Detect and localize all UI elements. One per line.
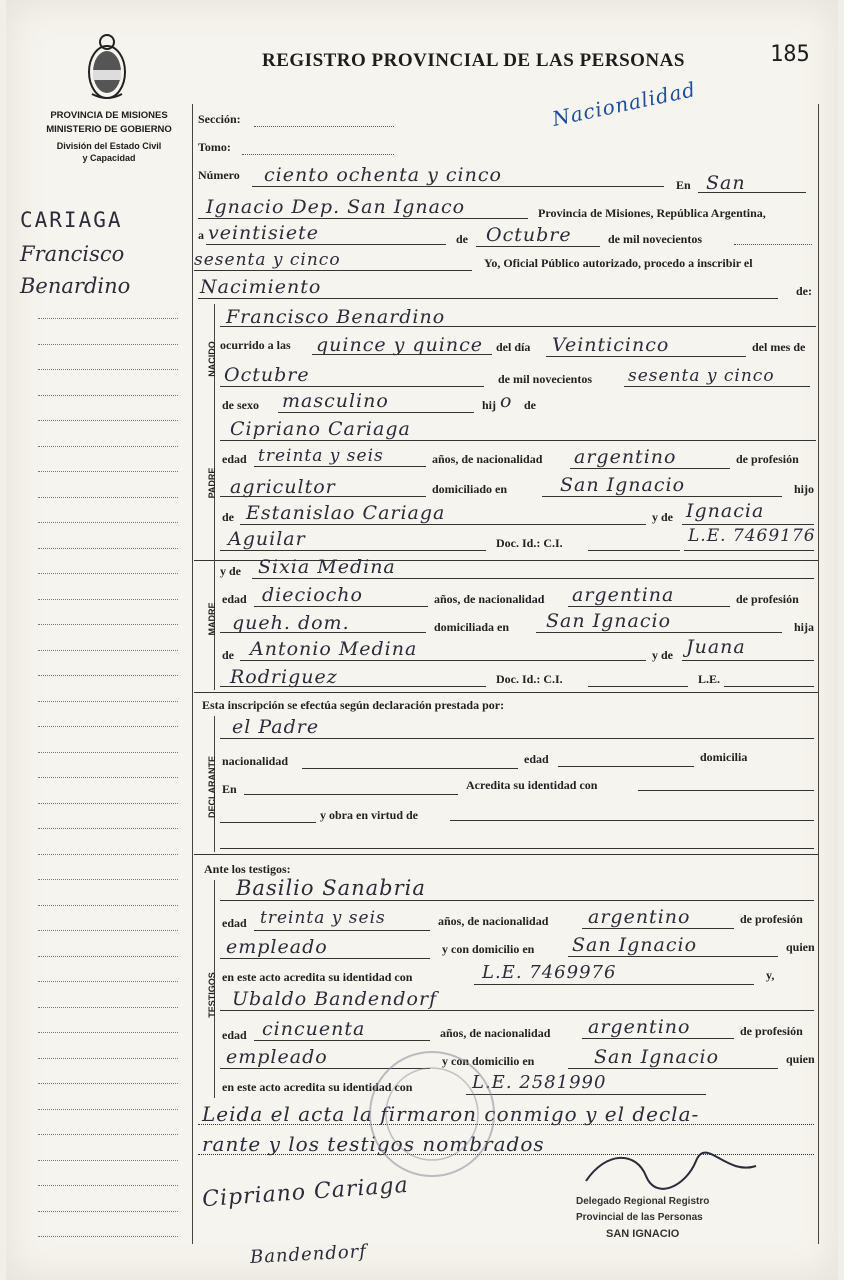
margin-name-1: Francisco	[20, 242, 125, 266]
sexo-label: de sexo	[222, 398, 259, 412]
padre-yde-label: y de	[652, 510, 673, 524]
decl-obra-label: y obra en virtud de	[320, 808, 419, 822]
sexo-line	[278, 412, 474, 413]
padre-nombre-line	[220, 440, 816, 441]
del-dia-label: del día	[496, 340, 531, 354]
madre-nac-line	[568, 606, 730, 607]
margin-ruled-line	[38, 471, 178, 472]
lugar-value: Ignacio Dep. San Ignaco	[206, 196, 466, 218]
t2-prof-label: de profesión	[740, 1024, 803, 1038]
madre-madre-line	[682, 660, 814, 661]
padre-padre-value: Estanislao Cariaga	[246, 502, 446, 524]
padre-label: PADRE	[207, 467, 217, 499]
t2-edad-line	[254, 1040, 430, 1041]
stamp-line-3: SAN IGNACIO	[606, 1228, 680, 1240]
de-label: de	[456, 232, 468, 246]
mes-nac-value: Octubre	[224, 364, 310, 386]
tomo-label: Tomo:	[198, 140, 231, 154]
ante-label: Ante los testigos:	[204, 862, 291, 876]
madre-dom-label: domiciliada en	[434, 620, 510, 634]
testigo1-line	[220, 900, 814, 901]
t2-edad-value: cincuenta	[262, 1018, 366, 1040]
t2-doc-value: L.E. 2581990	[472, 1072, 607, 1093]
margin-ruled-line	[38, 1109, 178, 1110]
decl-en-line	[244, 794, 458, 795]
madre-prof-label: de profesión	[736, 592, 799, 606]
official-signature-icon	[566, 1146, 766, 1196]
form-left-border	[192, 104, 193, 1244]
page-title: REGISTRO PROVINCIAL DE LAS PERSONAS	[262, 50, 685, 71]
margin-ruled-line	[38, 905, 178, 906]
t2-nac-label: años, de nacionalidad	[440, 1026, 551, 1040]
madre-nac-label: años, de nacionalidad	[434, 592, 545, 606]
form-right-border	[818, 104, 819, 1244]
note-line-1-rule	[198, 1124, 814, 1125]
decl-extra-line	[220, 848, 814, 849]
decl-obra-pre-line	[220, 822, 316, 823]
mes-line	[476, 246, 600, 247]
margin-ruled-line	[38, 599, 178, 600]
padre-padre-line	[240, 524, 646, 525]
margin-ruled-line	[38, 650, 178, 651]
madre-le-line	[724, 686, 814, 687]
seccion-line	[254, 126, 394, 127]
padre-nac-line	[570, 468, 730, 469]
margin-ruled-line	[38, 395, 178, 396]
t1-quien-label: quien	[786, 940, 815, 954]
margin-ruled-line	[38, 1032, 178, 1033]
del-mes-label: del mes de	[752, 340, 806, 354]
certificate-page	[6, 0, 838, 1280]
margin-ruled-line	[38, 344, 178, 345]
t1-edad-value: treinta y seis	[260, 908, 386, 928]
padre-edad-line	[254, 466, 426, 467]
madre-yde2-label: y de	[652, 648, 673, 662]
t2-dom-value: San Ignacio	[594, 1046, 720, 1068]
dia-nac-line	[546, 356, 746, 357]
declarante-label: DECLARANTE	[207, 756, 217, 818]
t2-quien-label: quien	[786, 1052, 815, 1066]
hora-value: quince y quince	[316, 334, 484, 356]
margin-surname: CARIAGA	[20, 208, 123, 232]
ocurrido-label: ocurrido a las	[220, 338, 291, 352]
y-comma-label: y,	[766, 968, 775, 982]
hij-label: hij	[482, 398, 497, 412]
anio-line	[194, 270, 472, 271]
t2-prof-value: empleado	[226, 1046, 328, 1068]
margin-ruled-line	[38, 828, 178, 829]
tipo-value: Nacimiento	[200, 276, 322, 298]
madre-doc-label: Doc. Id.: C.I.	[496, 672, 563, 686]
margin-ruled-line	[38, 1185, 178, 1186]
dia-nac-value: Veinticinco	[552, 334, 670, 356]
padre-madre2-line	[220, 550, 486, 551]
t2-dom-line	[568, 1068, 778, 1069]
dia-value: veintisiete	[208, 222, 319, 244]
t2-nac-line	[582, 1038, 734, 1039]
padre-edad-label: edad	[222, 452, 247, 466]
t1-edad-label: edad	[222, 916, 247, 930]
margin-ruled-line	[38, 930, 178, 931]
madre-edad-label: edad	[222, 592, 247, 606]
t1-dom-label: y con domicilio en	[442, 942, 535, 956]
t1-nac-value: argentino	[588, 906, 691, 928]
hora-line	[312, 354, 492, 355]
margin-ruled-line	[38, 981, 178, 982]
padre-le-line	[684, 550, 814, 551]
decl-acredita-label: Acredita su identidad con	[466, 778, 598, 792]
nationality-stamp: Nacionalidad	[550, 77, 699, 131]
madre-padre-value: Antonio Medina	[250, 638, 418, 660]
decl-acredita-line	[638, 790, 814, 791]
de-mil-label: de mil novecientos	[498, 372, 592, 386]
margin-ruled-line	[38, 497, 178, 498]
margin-ruled-line	[38, 548, 178, 549]
margin-ruled-line	[38, 701, 178, 702]
agency-line-4: y Capacidad	[82, 153, 136, 163]
testigos-top-rule	[194, 854, 818, 855]
margin-ruled-line	[38, 803, 178, 804]
madre-le-label: L.E.	[698, 672, 721, 686]
folio-number: 185	[770, 42, 810, 67]
t1-nac-label: años, de nacionalidad	[438, 914, 549, 928]
padre-nac-value: argentino	[574, 446, 677, 468]
declarante-line	[220, 738, 814, 739]
agency-line-3: División del Estado Civil	[56, 141, 162, 151]
t1-doc-line	[474, 984, 754, 985]
testigo1-value: Basilio Sanabria	[236, 876, 426, 900]
margin-name-2: Benardino	[20, 274, 131, 298]
padre-madre-line	[682, 524, 814, 525]
madre-de-label: de	[222, 648, 234, 662]
stamp-line-1: Delegado Regional Registro	[576, 1196, 710, 1207]
hij-value: o	[500, 390, 513, 412]
t1-prof-line	[220, 958, 430, 959]
anio-value: sesenta y cinco	[194, 250, 341, 270]
madre-edad-value: dieciocho	[262, 584, 363, 606]
en-label: En	[676, 178, 691, 192]
numero-label: Número	[198, 168, 240, 182]
margin-ruled-line	[38, 1211, 178, 1212]
margin-ruled-line	[38, 1236, 178, 1237]
mil-line	[734, 244, 812, 245]
madre-nombre-line	[252, 578, 814, 579]
padre-doc-label: Doc. Id.: C.I.	[496, 536, 563, 550]
t1-prof-value: empleado	[226, 936, 328, 958]
t2-acredita-label: en este acto acredita su identidad con	[222, 1080, 413, 1094]
mil-label: de mil novecientos	[608, 232, 702, 246]
numero-line	[252, 186, 664, 187]
decl-edad-label: edad	[524, 752, 549, 766]
madre-prof-value: queh. dom.	[232, 612, 350, 634]
seccion-label: Sección:	[198, 112, 241, 126]
madre-madre-value: Juana	[686, 636, 746, 658]
padre-doc-line	[588, 550, 680, 551]
padre-prof-line	[220, 496, 426, 497]
margin-ruled-line	[38, 956, 178, 957]
padre-prof-label: de profesión	[736, 452, 799, 466]
decl-domicilia-label: domicilia	[700, 750, 748, 764]
declarante-top-rule	[194, 692, 818, 693]
margin-ruled-line	[38, 420, 178, 421]
margin-ruled-line	[38, 446, 178, 447]
nombre-value: Francisco Benardino	[226, 306, 446, 328]
padre-dom-value: San Ignacio	[560, 474, 686, 496]
nacido-label: NACIDO	[207, 341, 217, 377]
mes-nac-line	[220, 386, 484, 387]
padre-nombre-value: Cipriano Cariaga	[230, 418, 411, 440]
numero-value: ciento ochenta y cinco	[264, 164, 502, 186]
margin-ruled-line	[38, 854, 178, 855]
de-label-2: de	[524, 398, 536, 412]
t1-acredita-label: en este acto acredita su identidad con	[222, 970, 413, 984]
testigo-signature: Bandendorf	[249, 1240, 368, 1269]
margin-ruled-line	[38, 1160, 178, 1161]
tomo-line	[242, 154, 394, 155]
provincia-label: Provincia de Misiones, República Argentina,	[538, 206, 766, 220]
t2-doc-line	[466, 1094, 706, 1095]
t2-edad-label: edad	[222, 1028, 247, 1042]
madre-dom-line	[536, 632, 782, 633]
nombre-line	[220, 326, 816, 327]
agency-line-1: PROVINCIA DE MISIONES	[50, 110, 168, 121]
t2-dom-label: y con domicilio en	[442, 1054, 535, 1068]
madre-yde-label: y de	[220, 564, 241, 578]
padre-madre2-value: Aguilar	[228, 528, 306, 550]
agency-line-2: MINISTERIO DE GOBIERNO	[46, 124, 172, 135]
a-label: a	[198, 228, 204, 242]
madre-madre2-line	[220, 686, 486, 687]
official-seal-icon	[362, 1044, 502, 1184]
tipo-line	[198, 298, 778, 299]
madre-madre2-value: Rodriguez	[230, 666, 338, 688]
en-line	[698, 192, 806, 193]
margin-ruled-line	[38, 318, 178, 319]
note-line-2: rante y los testigos nombrados	[202, 1132, 545, 1156]
margin-ruled-line	[38, 573, 178, 574]
margin-ruled-line	[38, 522, 178, 523]
t1-nac-line	[582, 928, 734, 929]
note-line-1: Leida el acta la firmaron conmigo y el decla-	[202, 1102, 700, 1126]
t1-doc-value: L.E. 7469976	[482, 962, 617, 983]
declarante-value: el Padre	[232, 716, 320, 738]
t1-edad-line	[254, 930, 430, 931]
margin-ruled-line	[38, 675, 178, 676]
hijo-label: hijo	[794, 482, 815, 496]
margin-ruled-line	[38, 879, 178, 880]
coat-of-arms-icon	[82, 30, 132, 104]
t1-prof-label: de profesión	[740, 912, 803, 926]
margin-ruled-line	[38, 752, 178, 753]
margin-ruled-line	[38, 1007, 178, 1008]
madre-nac-value: argentina	[572, 584, 675, 606]
padre-nac-label: años, de nacionalidad	[432, 452, 543, 466]
margin-ruled-line	[38, 1134, 178, 1135]
decl-edad-line	[558, 766, 694, 767]
anio-nac-value: sesenta y cinco	[628, 366, 775, 386]
padre-prof-value: agricultor	[230, 476, 336, 498]
t1-dom-value: San Ignacio	[572, 934, 698, 956]
decl-obra-line	[450, 820, 814, 821]
dia-line	[206, 244, 446, 245]
margin-ruled-line	[38, 777, 178, 778]
padre-de-label: de	[222, 510, 234, 524]
testigo2-value: Ubaldo Bandendorf	[232, 988, 438, 1010]
madre-dom-value: San Ignacio	[546, 610, 672, 632]
margin-ruled-line	[38, 1058, 178, 1059]
margin-ruled-line	[38, 369, 178, 370]
t2-nac-value: argentino	[588, 1016, 691, 1038]
padre-le-value: L.E. 7469176	[688, 526, 816, 546]
margin-ruled-line	[38, 1083, 178, 1084]
sexo-value: masculino	[282, 390, 389, 412]
margin-ruled-line	[38, 726, 178, 727]
stamp-line-2: Provincial de las Personas	[576, 1212, 703, 1223]
decl-en-label: En	[222, 782, 237, 796]
decl-nac-line	[302, 768, 518, 769]
padre-dom-line	[542, 496, 782, 497]
lugar-line	[198, 218, 528, 219]
margin-ruled-line	[38, 624, 178, 625]
declarante-signature: Cipriano Cariaga	[201, 1172, 410, 1213]
madre-doc-line	[588, 686, 688, 687]
madre-nombre-value: Sixia Medina	[258, 556, 396, 578]
testigos-label: TESTIGOS	[207, 972, 217, 1018]
madre-edad-line	[254, 606, 428, 607]
padre-edad-value: treinta y seis	[258, 446, 384, 466]
decl-nac-label: nacionalidad	[222, 754, 289, 768]
inscripcion-label: Esta inscripción se efectúa según declaración prestada por:	[202, 698, 505, 712]
anio-nac-line	[624, 386, 810, 387]
madre-label: MADRE	[207, 602, 217, 636]
padre-dom-label: domiciliado en	[432, 482, 508, 496]
mes-value: Octubre	[486, 224, 572, 246]
padre-madre-value: Ignacia	[686, 500, 765, 522]
hija-label: hija	[794, 620, 815, 634]
testigo2-line	[220, 1010, 814, 1011]
en-value: San	[706, 172, 746, 194]
madre-prof-line	[220, 632, 426, 633]
t1-dom-line	[568, 956, 778, 957]
madre-padre-line	[240, 660, 646, 661]
de-colon-label: de:	[796, 284, 812, 298]
oficial-label: Yo, Oficial Público autorizado, procedo a inscribir el	[484, 256, 753, 270]
